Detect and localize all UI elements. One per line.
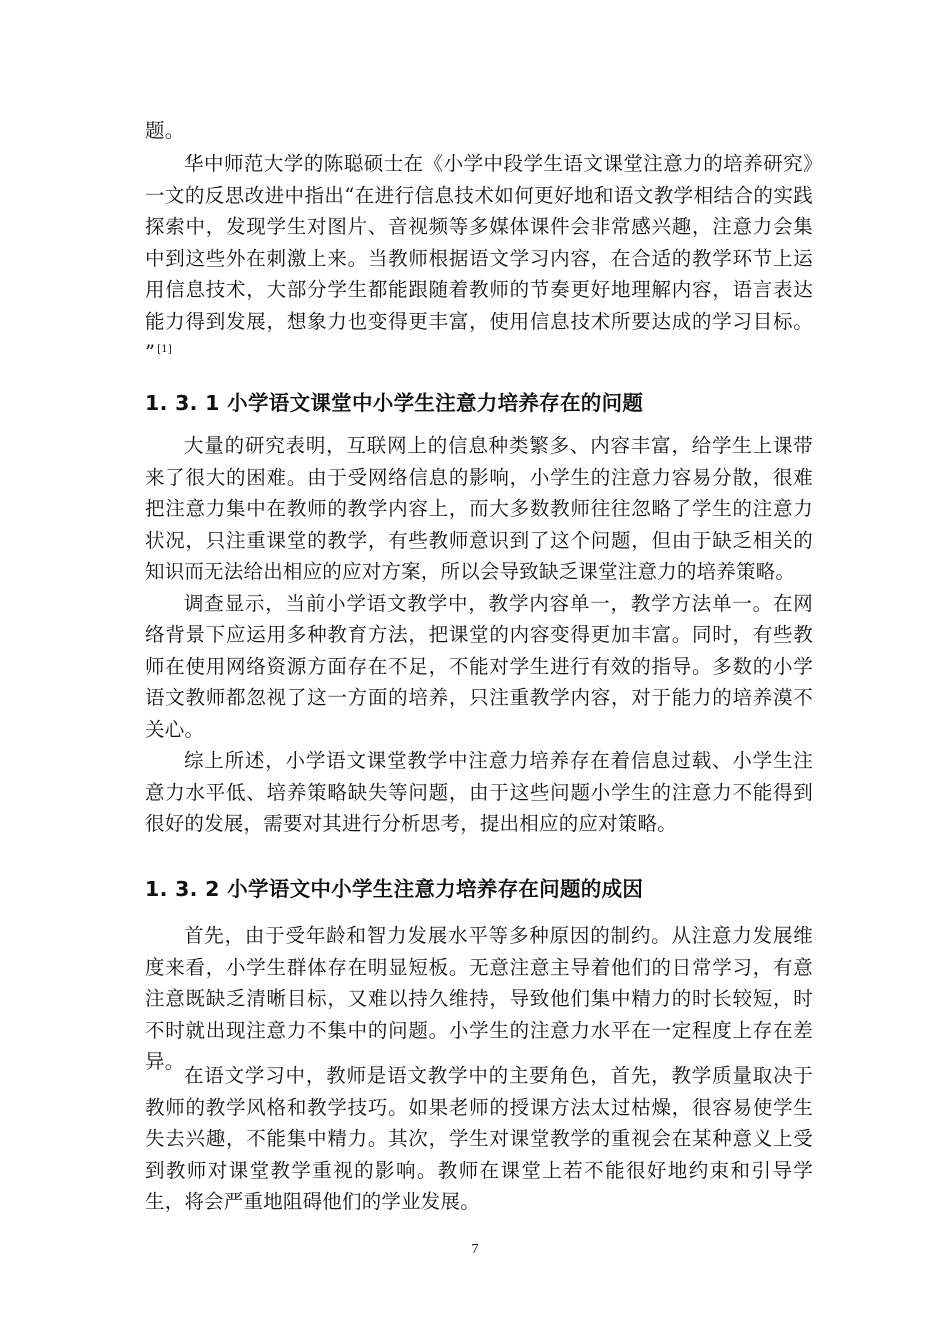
top-fragment [145, 115, 813, 147]
intro-block [145, 148, 813, 369]
section-1-body [145, 430, 813, 840]
citation-mark: [1] [157, 343, 172, 355]
section-2-paragraph-1: 首先，由于受年龄和智力发展水平等多种原因的制约。从注意力发展维度来看，小学生群体存在明显短板。无意注意主导着他们的日常学习，有意注意既缺乏清晰目标，又难以持久维持，导致他们集中精力的时长较短，时不时就出现注意力不集中的问题。小学生的注意力水平在一定程度上存在差异。 [145, 924, 813, 1073]
intro-paragraph [145, 148, 813, 369]
section-title: 1. 3. 2 小学语文中小学生注意力培养存在问题的成因 [145, 877, 644, 901]
section-title: 1. 3. 1 小学语文课堂中小学生注意力培养存在的问题 [145, 391, 644, 415]
section-2-paragraph-2: 在语文学习中，教师是语文教学中的主要角色，首先，教学质量取决于教师的教学风格和教学技巧。如果老师的授课方法太过枯燥，很容易使学生失去兴趣，不能集中精力。其次，学生对课堂教学的重视会在某种意义上受到教师对课堂教学重视的影响。教师在课堂上若不能很好地约束和引导学生，将会严重地阻碍他们的学业发展。 [145, 1064, 813, 1213]
section-1-paragraph-2: 调查显示，当前小学语文教学中，教学内容单一，教学方法单一。在网络背景下应运用多种教育方法，把课堂的内容变得更加丰富。同时，有些教师在使用网络资源方面存在不足，不能对学生进行有效的指导。多数的小学语文教师都忽视了这一方面的培养，只注重教学内容，对于能力的培养漠不关心。 [145, 591, 813, 741]
intro-paragraph-text: 华中师范大学的陈聪硕士在《小学中段学生语文课堂注意力的培养研究》一文的反思改进中指出“在进行信息技术如何更好地和语文教学相结合的实践探索中，发现学生对图片、音视频等多媒体课件会非常感兴趣，注意力会集中到这些外在刺激上来。当教师根据语文学习内容，在合适的教学环节上运用信息技术，大部分学生都能跟随着教师的节奏更好地理解内容，语言表达能力得到发展，想象力也变得更丰富，使用信息技术所要达成的学习目标。 ” [145, 152, 813, 364]
section-2-paragraph-1-block [145, 920, 813, 1078]
section-heading-1-3-1 [145, 388, 813, 418]
page-number: 7 [471, 1242, 479, 1257]
section-2-paragraph-2-block [145, 1060, 813, 1218]
section-heading-1-3-2 [145, 874, 813, 904]
section-1-paragraph-1: 大量的研究表明，互联网上的信息种类繁多、内容丰富，给学生上课带来了很大的困难。由于受网络信息的影响，小学生的注意力容易分散，很难把注意力集中在教师的教学内容上，而大多数教师往往忽略了学生的注意力状况，只注重课堂的教学，有些教师意识到了这个问题，但由于缺乏相关的知识而无法给出相应的应对方案，所以会导致缺乏课堂注意力的培养策略。 [145, 434, 813, 583]
paragraph-fragment: 题。 [145, 119, 185, 142]
section-1-paragraph-3: 综上所述，小学语文课堂教学中注意力培养存在着信息过载、小学生注意力水平低、培养策略缺失等问题，由于这些问题小学生的注意力不能得到很好的发展，需要对其进行分析思考，提出相应的应对策略。 [145, 749, 813, 835]
